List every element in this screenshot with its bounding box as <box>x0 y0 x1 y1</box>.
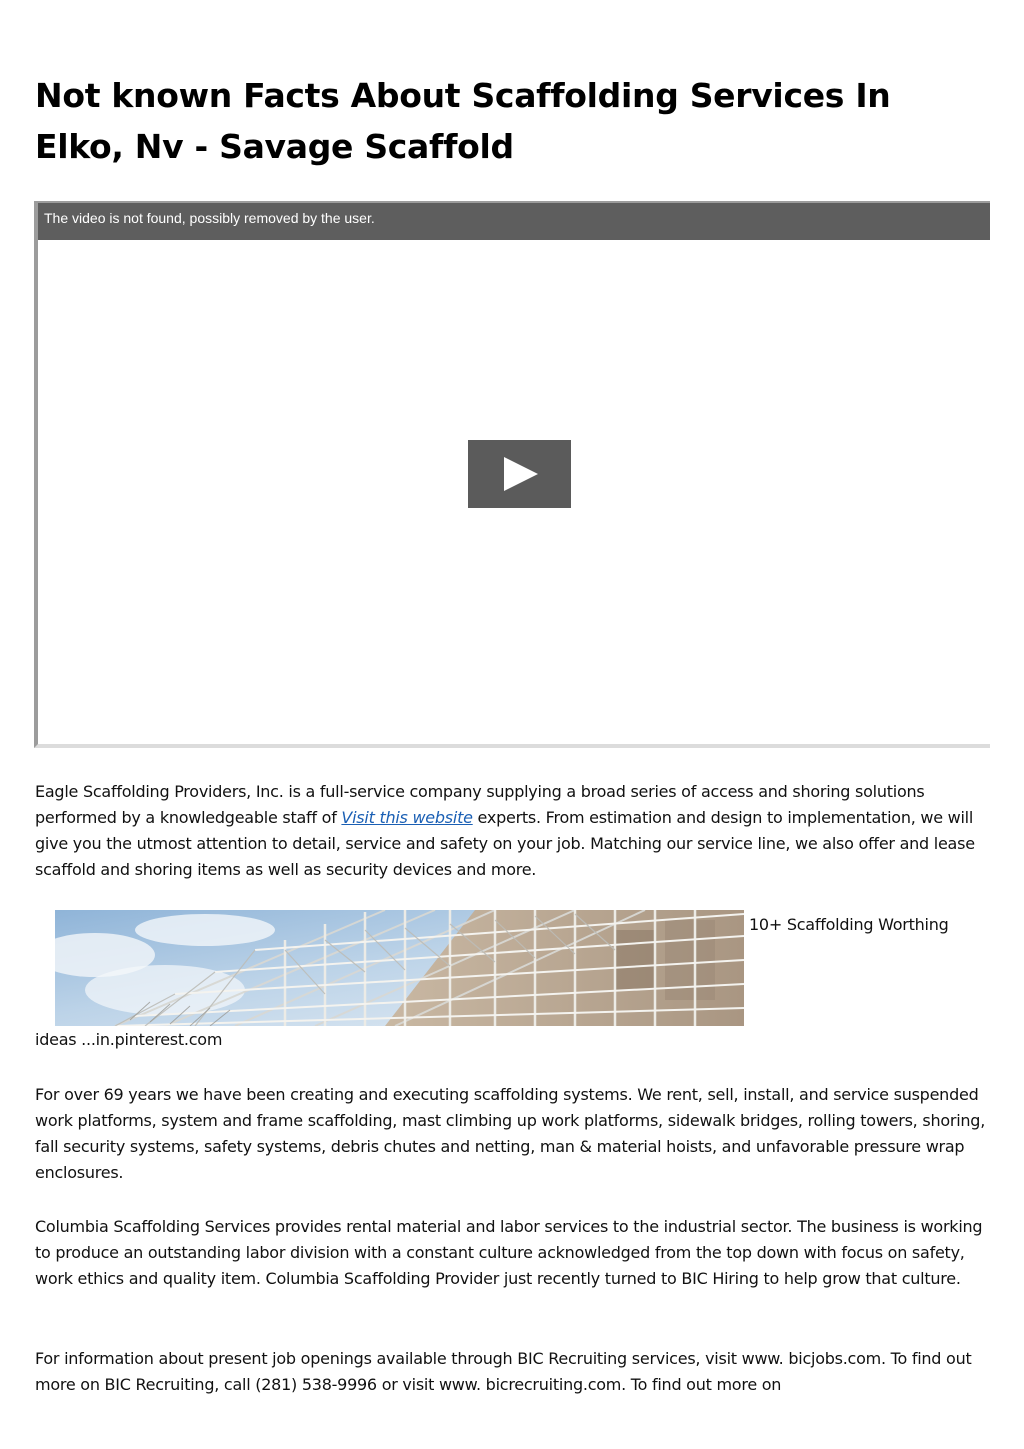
video-error-bar <box>38 203 990 240</box>
scaffolding-image <box>55 910 744 1026</box>
play-button[interactable] <box>468 440 571 508</box>
intro-text-before-link: Eagle Scaffolding Providers, Inc. is a full-service company supplying a broad series of access and shoring solutions performed by a knowledgeable staff of <box>35 782 925 827</box>
page-title: Not known Facts About Scaffolding Services In Elko, Nv - Savage Scaffold <box>35 76 891 166</box>
columbia-paragraph: Columbia Scaffolding Services provides rental material and labor services to the industrial sector. The business is working to produce an outstanding labor division with a constant culture acknowledged from the top down with focus on safety, work ethics and quality item. Columbia Scaffolding Provider just recently turned to BIC Hiring to help grow that culture. <box>35 1217 983 1288</box>
intro-paragraph <box>35 779 995 883</box>
video-embed[interactable] <box>34 201 990 748</box>
play-icon <box>468 440 571 508</box>
services-paragraph: For over 69 years we have been creating and executing scaffolding systems. We rent, sell, install, and service suspended work platforms, system and frame scaffolding, mast climbing up work platforms, sidewalk bridges, rolling towers, shoring, fall security systems, safety systems, debris chutes and netting, man & material hoists, and unfavorable pressure wrap enclosures. <box>35 1085 986 1182</box>
scaffolding-photo <box>55 910 744 1026</box>
video-error-message: The video is not found, possibly removed by the user. <box>44 210 375 226</box>
job-openings-paragraph: For information about present job openings available through BIC Recruiting services, visit www. bicjobs.com. To find out more on BIC Recruiting, call (281) 538-9996 or visit www. bicrecruiting.com. To find out more on <box>35 1349 972 1394</box>
image-caption-part2: ideas ...in.pinterest.com <box>35 1030 223 1049</box>
visit-website-link[interactable]: Visit this website <box>341 808 473 827</box>
intro-text-after-link: experts. From estimation and design to implementation, we will give you the utmost attention to detail, service and safety on your job. Matching our service line, we also offer and lease scaffold and shoring items as well as security devices and more. <box>35 808 975 879</box>
image-caption-part1: 10+ Scaffolding Worthing <box>749 915 949 934</box>
